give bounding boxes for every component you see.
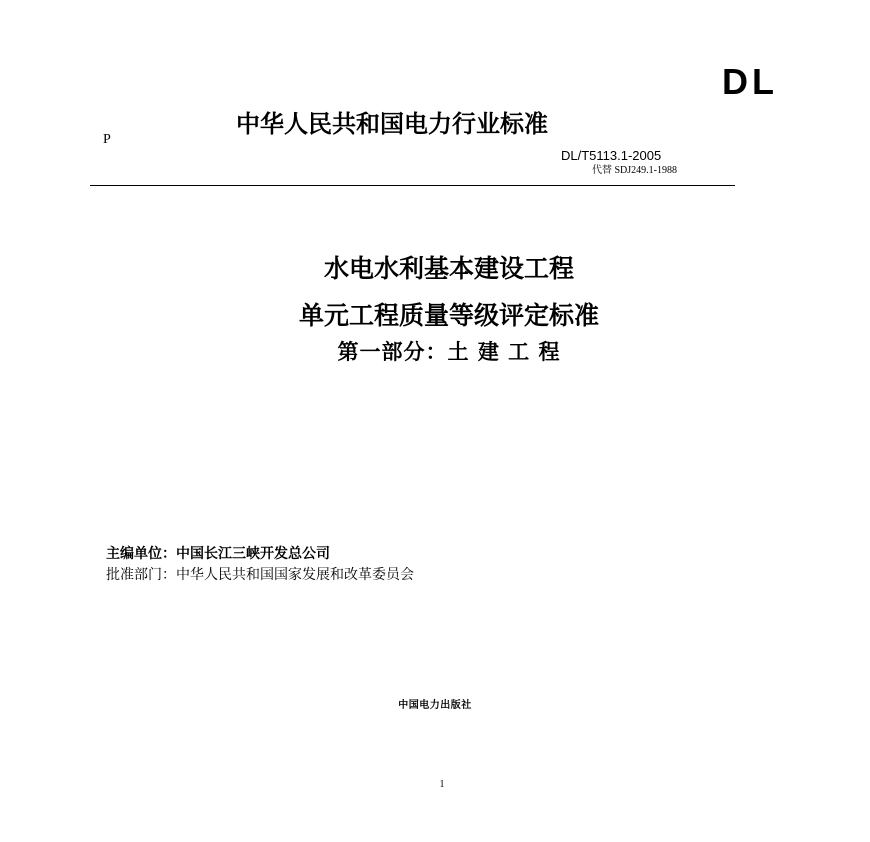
document-subtitle: 第一部分：土 建 工 程 bbox=[337, 340, 561, 364]
replaces-standard-note: 代替 SDJ249.1-1988 bbox=[592, 165, 678, 176]
approver-label: 批准部门： bbox=[106, 567, 176, 583]
approver-row bbox=[106, 566, 414, 584]
issuing-body-title: 中华人民共和国电力行业标准 bbox=[236, 110, 548, 138]
document-title-line-1: 水电水利基本建设工程 bbox=[323, 254, 574, 283]
publisher-name: 中国电力出版社 bbox=[398, 700, 472, 711]
classification-mark: P bbox=[103, 132, 111, 147]
approver-value: 中华人民共和国国家发展和改革委员会 bbox=[176, 567, 414, 583]
chief-editor-value: 中国长江三峡开发总公司 bbox=[176, 546, 330, 562]
header-divider bbox=[90, 185, 735, 186]
chief-editor-row bbox=[106, 545, 330, 563]
standard-number: DL/T5113.1-2005 bbox=[561, 148, 662, 163]
document-title-line-2: 单元工程质量等级评定标准 bbox=[298, 301, 599, 330]
chief-editor-label: 主编单位： bbox=[106, 546, 176, 562]
standard-code-mark: DL bbox=[722, 61, 778, 102]
page-number: 1 bbox=[439, 779, 445, 790]
